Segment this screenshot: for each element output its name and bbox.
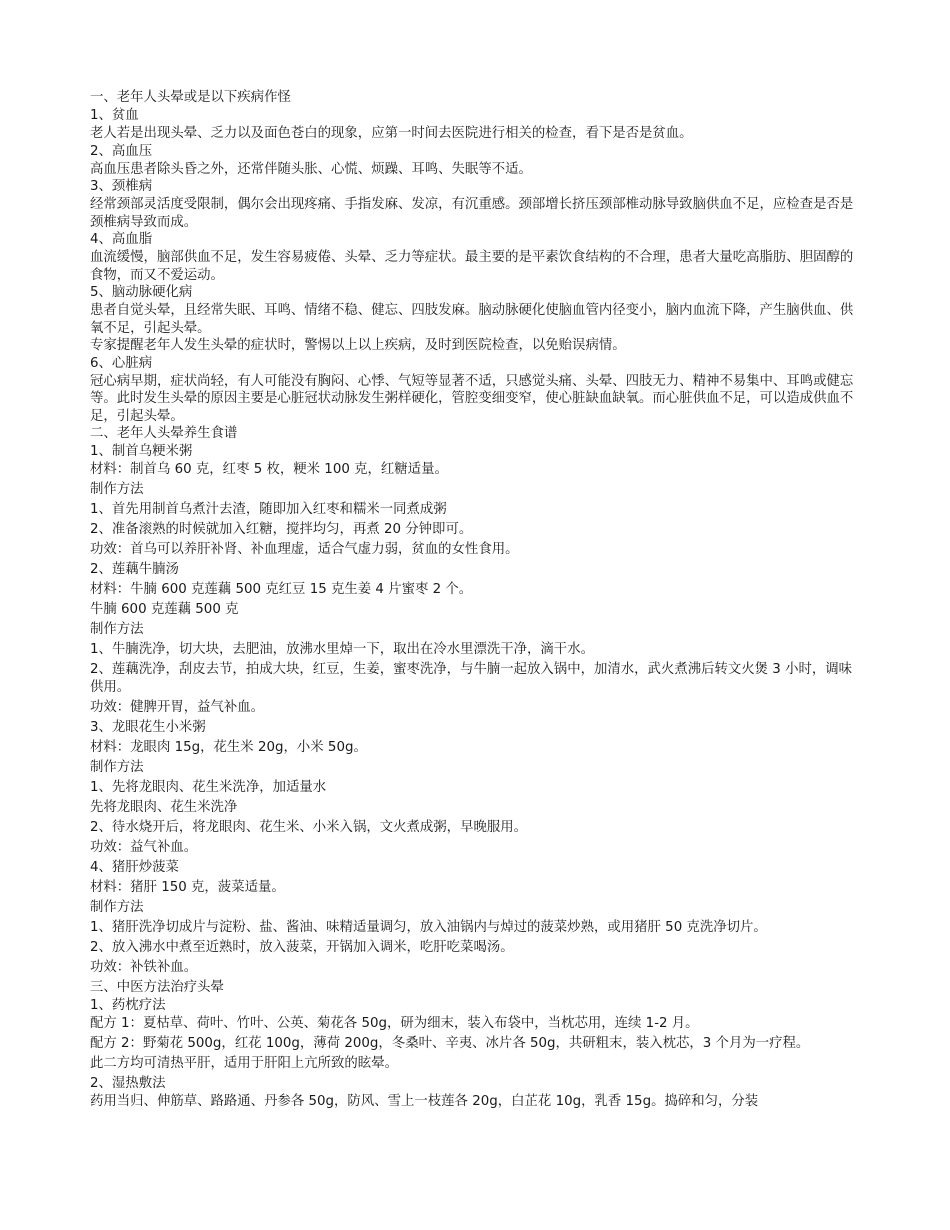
section-heading: 2、湿热敷法: [90, 1075, 166, 1091]
paragraph: 专家提醒老年人发生头晕的症状时，警惕以上以上疾病，及时到医院检查，以免贻误病情。: [90, 338, 626, 353]
paragraph: 功效：首乌可以养肝补肾、补血理虚，适合气虚力弱，贫血的女性食用。: [90, 542, 519, 557]
section-heading: 6、心脏病: [90, 355, 153, 371]
paragraph: 材料：牛腩 600 克莲藕 500 克红豆 15 克生姜 4 片蜜枣 2 个。: [90, 582, 473, 597]
section-heading: 1、贫血: [90, 108, 139, 123]
section-heading: 一、老年人头晕或是以下疾病作怪: [90, 90, 291, 105]
paragraph: 老人若是出现头晕、乏力以及面色苍白的现象，应第一时间去医院进行相关的检查，看下是否是贫血。: [90, 126, 693, 141]
paragraph: 功效：健脾开胃，益气补血。: [90, 699, 265, 715]
section-heading: 二、老年人头晕养生食谱: [90, 426, 238, 441]
section-heading: 4、高血脂: [90, 232, 153, 247]
paragraph: 材料：制首乌 60 克，红枣 5 枚，粳米 100 克，红糖适量。: [90, 462, 448, 477]
paragraph: 制作方法: [90, 622, 144, 637]
paragraph: 材料：龙眼肉 15g，花生米 20g，小米 50g。: [90, 739, 367, 755]
paragraph: 先将龙眼肉、花生米洗净: [90, 799, 238, 815]
paragraph: 2、莲藕洗净，刮皮去节，拍成大块，红豆，生姜，蜜枣洗净，与牛腩一起放入锅中，加清水，武火煮沸后转文火煲 3 小时，调味供用。: [90, 662, 853, 695]
paragraph: 2、放入沸水中煮至近熟时，放入菠菜，开锅加入调米，吃肝吃菜喝汤。: [90, 939, 514, 955]
paragraph: 配方 1：夏枯草、荷叶、竹叶、公英、菊花各 50g，研为细末，装入布袋中，当枕芯用，连续 1-2 月。: [90, 1015, 699, 1031]
paragraph: 制作方法: [90, 482, 144, 497]
paragraph: 2、待水烧开后，将龙眼肉、花生米、小米入锅，文火煮成粥，早晚服用。: [90, 819, 528, 835]
paragraph: 2、准备滚熟的时候就加入红糖，搅拌均匀，再煮 20 分钟即可。: [90, 522, 473, 537]
section-heading: 三、中医方法治疗头晕: [90, 979, 224, 995]
paragraph: 1、牛腩洗净，切大块，去肥油，放沸水里焯一下，取出在冷水里漂洗干净，滴干水。: [90, 642, 594, 657]
paragraph: 此二方均可清热平肝，适用于肝阳上亢所致的眩晕。: [90, 1055, 398, 1071]
paragraph: 3、龙眼花生小米粥: [90, 719, 206, 735]
paragraph: 1、先将龙眼肉、花生米洗净，加适量水: [90, 779, 327, 795]
paragraph: 4、猪肝炒菠菜: [90, 859, 179, 875]
paragraph: 患者自觉头晕，且经常失眠、耳鸣、情绪不稳、健忘、四肢发麻。脑动脉硬化使脑血管内径变小，脑内血流下降，产生脑供血、供氧不足，引起头晕。: [90, 303, 854, 336]
paragraph: 功效：补铁补血。: [90, 959, 198, 975]
section-heading: 2、高血压: [90, 143, 153, 159]
paragraph: 制作方法: [90, 899, 144, 915]
paragraph: 经常颈部灵活度受限制，偶尔会出现疼痛、手指发麻、发凉，有沉重感。颈部增长挤压颈部椎动脉导致脑供血不足，应检查是否是颈椎病导致而成。: [90, 197, 854, 230]
paragraph: 高血压患者除头昏之外，还常伴随头胀、心慌、烦躁、耳鸣、失眠等不适。: [90, 161, 532, 177]
paragraph: 材料：猪肝 150 克，菠菜适量。: [90, 879, 285, 895]
section-heading: 5、脑动脉硬化病: [90, 285, 193, 300]
paragraph: 冠心病早期，症状尚轻，有人可能没有胸闷、心悸、气短等显著不适，只感觉头痛、头晕、四肢无力、精神不易集中、耳鸣或健忘等。此时发生头晕的原因主要是心脏冠状动脉发生粥样硬化，管腔变细变窄，使心脏缺血缺氧。而心脏供血不足，可以造成供血不足，引起头晕。: [90, 373, 854, 424]
paragraph: 牛腩 600 克莲藕 500 克: [90, 602, 239, 617]
paragraph: 血流缓慢，脑部供血不足，发生容易疲倦、头晕、乏力等症状。最主要的是平素饮食结构的不合理，患者大量吃高脂肪、胆固醇的食物，而又不爱运动。: [90, 250, 854, 283]
paragraph: 1、首先用制首乌煮汁去渣，随即加入红枣和糯米一同煮成粥: [90, 502, 447, 517]
paragraph: 配方 2：野菊花 500g，红花 100g，薄荷 200g，冬桑叶、辛夷、冰片各 50g，共研粗末，装入枕芯，3 个月为一疗程。: [90, 1035, 810, 1051]
paragraph: 1、猪肝洗净切成片与淀粉、盐、酱油、味精适量调匀，放入油锅内与焯过的菠菜炒熟，或用猪肝 50 克洗净切片。: [90, 919, 767, 935]
paragraph: 药用当归、伸筋草、路路通、丹参各 50g，防风、雪上一枝莲各 20g，白芷花 10g，乳香 15g。捣碎和匀，分装: [90, 1093, 759, 1109]
section-heading: 1、制首乌粳米粥: [90, 444, 193, 459]
section-heading: 1、药枕疗法: [90, 997, 166, 1013]
section-heading: 3、颈椎病: [90, 179, 153, 194]
paragraph: 功效：益气补血。: [90, 839, 198, 855]
document-body: [90, 89, 865, 1113]
paragraph: 2、莲藕牛腩汤: [90, 562, 179, 577]
paragraph: 制作方法: [90, 759, 144, 775]
